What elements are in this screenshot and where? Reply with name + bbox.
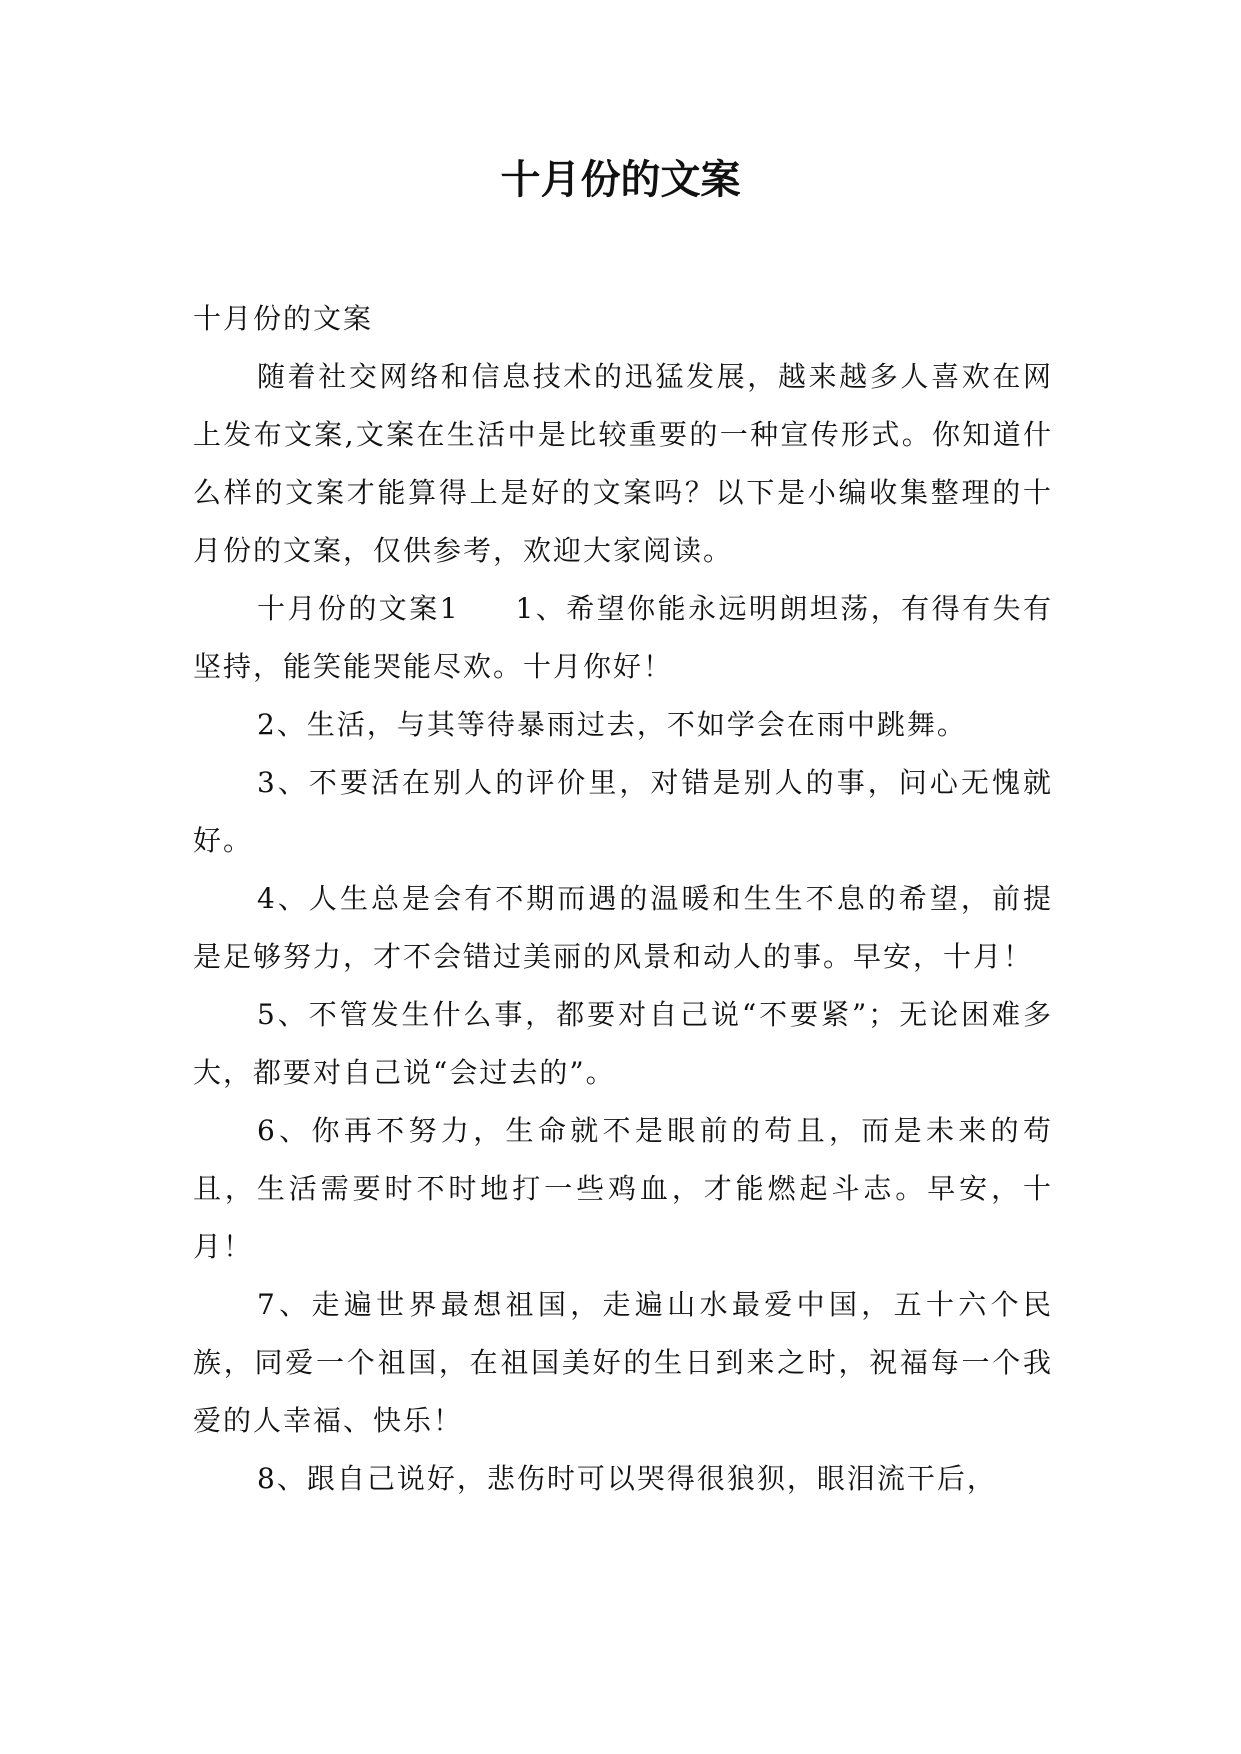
intro-paragraph: 随着社交网络和信息技术的迅猛发展，越来越多人喜欢在网上发布文案,文案在生活中是比较重要的一种宣传形式。你知道什么样的文案才能算得上是好的文案吗？以下是小编收集整理的十月份的文案，仅供参考，欢迎大家阅读。 bbox=[193, 360, 1053, 567]
section-heading: 十月份的文案1 bbox=[257, 592, 460, 625]
list-item-3: 3、不要活在别人的评价里，对错是别人的事，问心无愧就好。 bbox=[193, 766, 1053, 857]
list-item-7: 7、走遍世界最想祖国，走遍山水最爱中国，五十六个民族，同爱一个祖国，在祖国美好的生日到来之时，祝福每一个我爱的人幸福、快乐！ bbox=[193, 1288, 1053, 1437]
list-item-6: 6、你再不努力，生命就不是眼前的苟且，而是未来的苟且，生活需要时不时地打一些鸡血，才能燃起斗志。早安，十月！ bbox=[193, 1114, 1053, 1263]
list-item-8: 8、跟自己说好，悲伤时可以哭得很狼狈，眼泪流干后， bbox=[257, 1462, 997, 1495]
list-item-1: 1、希望你能永远明朗坦荡，有得有失有坚持，能笑能哭能尽欢。十月你好！ bbox=[193, 592, 1053, 683]
list-item-5: 5、不管发生什么事，都要对自己说“不要紧”；无论困难多大，都要对自己说“会过去的”。 bbox=[193, 998, 1053, 1089]
list-item-4: 4、人生总是会有不期而遇的温暖和生生不息的希望，前提是足够努力，才不会错过美丽的风景和动人的事。早安，十月！ bbox=[193, 882, 1053, 973]
document-body bbox=[193, 290, 1053, 1508]
document-subtitle: 十月份的文案 bbox=[193, 302, 374, 335]
document-title: 十月份的文案 bbox=[500, 157, 741, 203]
list-item-2: 2、生活，与其等待暴雨过去，不如学会在雨中跳舞。 bbox=[257, 708, 967, 741]
section-first-paragraph bbox=[193, 580, 1053, 696]
